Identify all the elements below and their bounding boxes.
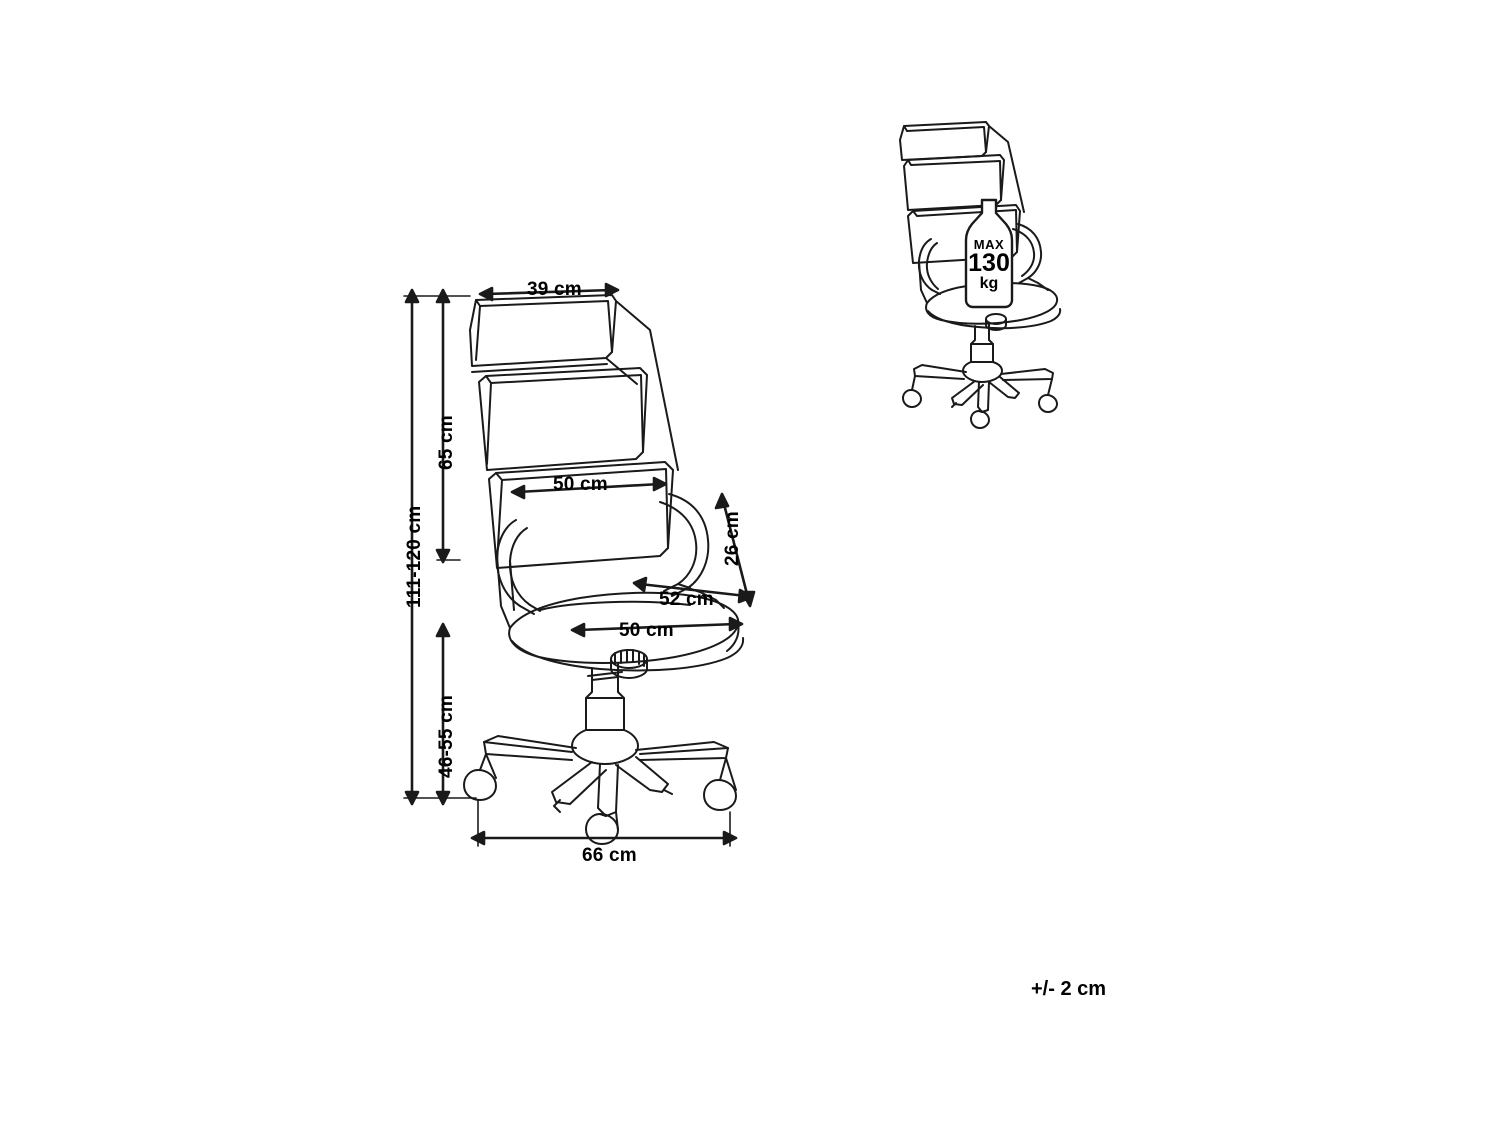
dimension-label-back-cushion-width: 50 cm: [553, 474, 608, 495]
weight-badge-unit: kg: [979, 275, 999, 292]
weight-capacity-badge: [966, 238, 1012, 292]
dimension-label-backrest-width: 39 cm: [527, 279, 582, 300]
weight-badge-value: 130: [968, 249, 1010, 277]
tolerance-note: +/- 2 cm: [1031, 978, 1107, 1000]
dimension-label-armrest-span: 52 cm: [659, 589, 714, 610]
main-chair-illustration: [464, 295, 743, 844]
dimension-label-seat-width: 50 cm: [619, 620, 674, 641]
dimension-label-seat-height: 46-55 cm: [436, 695, 457, 778]
weight-badge-max-label: MAX: [973, 237, 1005, 252]
dimension-label-seat-depth: 26 cm: [722, 511, 743, 566]
dimension-label-backrest-height: 65 cm: [436, 415, 457, 470]
dimension-label-total-height: 111-120 cm: [404, 505, 425, 608]
dimension-label-base-width: 66 cm: [582, 845, 637, 866]
